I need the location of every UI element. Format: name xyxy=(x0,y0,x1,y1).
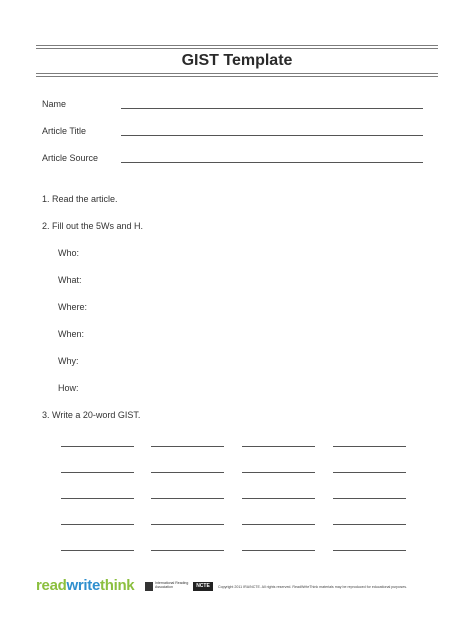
name-label: Name xyxy=(42,99,67,109)
gist-word-blank[interactable] xyxy=(333,446,406,447)
question-what: What: xyxy=(58,275,82,285)
question-where: Where: xyxy=(58,302,88,312)
gist-word-blank[interactable] xyxy=(333,498,406,499)
question-who: Who: xyxy=(58,248,80,258)
article-title-field[interactable] xyxy=(121,135,423,136)
ira-mark-icon xyxy=(145,582,153,591)
gist-word-blank[interactable] xyxy=(151,446,224,447)
gist-word-blank[interactable] xyxy=(333,472,406,473)
gist-word-blank[interactable] xyxy=(61,550,134,551)
question-when: When: xyxy=(58,329,85,339)
ncte-logo: NCTE xyxy=(193,582,213,591)
gist-word-blank[interactable] xyxy=(61,446,134,447)
logo-write: write xyxy=(66,577,101,594)
header-rule-top-1 xyxy=(36,45,438,46)
article-source-label: Article Source xyxy=(42,153,99,163)
logo-think: think xyxy=(100,577,135,594)
gist-word-blank[interactable] xyxy=(151,550,224,551)
step-3: 3. Write a 20-word GIST. xyxy=(42,410,141,420)
gist-word-blank[interactable] xyxy=(61,524,134,525)
question-why: Why: xyxy=(58,356,79,366)
article-title-label: Article Title xyxy=(42,126,87,136)
gist-word-blank[interactable] xyxy=(333,550,406,551)
header-rule-top-2 xyxy=(36,48,438,49)
step-2: 2. Fill out the 5Ws and H. xyxy=(42,221,144,231)
gist-word-blank[interactable] xyxy=(151,472,224,473)
question-how: How: xyxy=(58,383,79,393)
footer xyxy=(36,576,438,598)
logo-read: read xyxy=(36,577,67,594)
gist-word-blank[interactable] xyxy=(333,524,406,525)
name-field[interactable] xyxy=(121,108,423,109)
gist-word-blank[interactable] xyxy=(242,498,315,499)
header-rule-bottom-1 xyxy=(36,73,438,74)
gist-word-blank[interactable] xyxy=(242,446,315,447)
gist-word-blank[interactable] xyxy=(242,550,315,551)
article-source-field[interactable] xyxy=(121,162,423,163)
copyright-text: Copyright 2011 IRA/NCTE. All rights reserved. ReadWriteThink materials may be reproduced for educational purposes. xyxy=(218,585,408,589)
gist-word-blank[interactable] xyxy=(151,498,224,499)
ira-text: International Reading Association xyxy=(155,581,189,589)
gist-word-blank[interactable] xyxy=(61,498,134,499)
gist-word-blank[interactable] xyxy=(242,524,315,525)
step-1: 1. Read the article. xyxy=(42,194,118,204)
gist-word-blank[interactable] xyxy=(242,472,315,473)
gist-word-blank[interactable] xyxy=(61,472,134,473)
ira-logo xyxy=(145,581,189,593)
page-title: GIST Template xyxy=(181,52,293,69)
gist-word-blank[interactable] xyxy=(151,524,224,525)
readwritethink-logo xyxy=(36,576,134,596)
header-rule-bottom-2 xyxy=(36,76,438,77)
